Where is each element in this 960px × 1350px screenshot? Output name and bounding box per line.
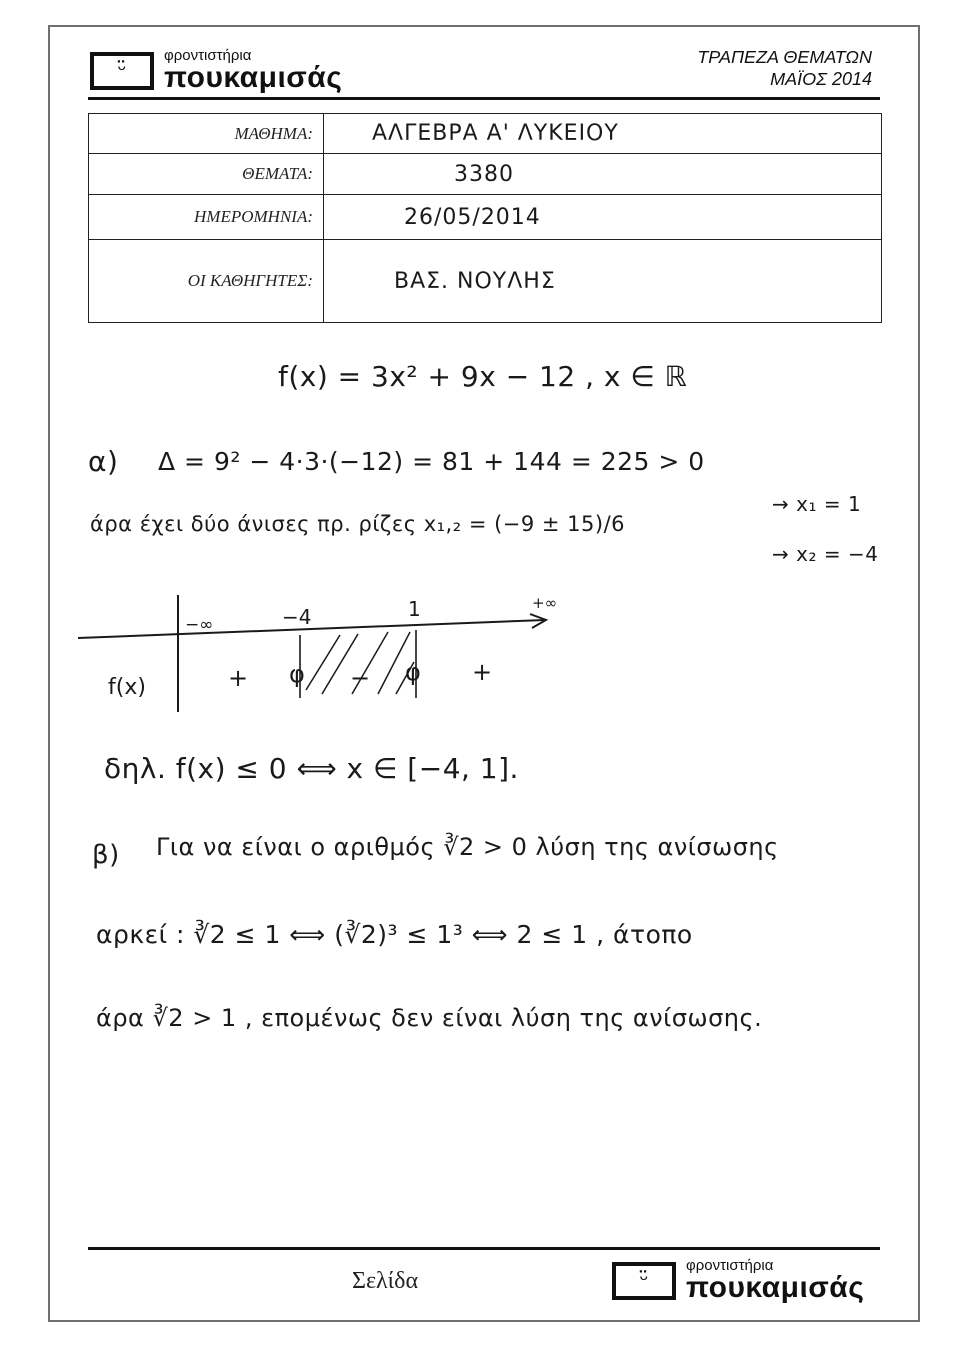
info-value: ΒΑΣ. ΝΟΥΛΗΣ	[324, 240, 882, 323]
info-value: 26/05/2014	[324, 195, 882, 240]
info-label: ΜΑΘΗΜΑ:	[89, 114, 324, 154]
roots-line: άρα έχει δύο άνισες πρ. ρίζες x₁,₂ = (−9 ± 15)/6	[90, 512, 626, 536]
info-label: ΗΜΕΡΟΜΗΝΙΑ:	[89, 195, 324, 240]
part-b-label: β)	[92, 840, 120, 870]
logo-smiley-icon: ᵕ̈	[612, 1262, 676, 1300]
part-b-line3: άρα ∛2 > 1 , επομένως δεν είναι λύση της ανίσωσης.	[96, 1004, 763, 1032]
sign-point-x1: 1	[408, 597, 421, 621]
sign-point-plus-inf: +∞	[532, 594, 558, 612]
part-a-label: α)	[88, 445, 119, 478]
info-label: ΘΕΜΑΤΑ:	[89, 154, 324, 195]
header-rule	[88, 97, 880, 100]
sign-positive-left: +	[228, 664, 249, 692]
info-row-topic	[89, 154, 882, 195]
sign-table-axis	[78, 620, 545, 638]
sign-row-label: f(x)	[108, 675, 146, 700]
logo-smiley-icon: ᵕ̈	[90, 52, 154, 90]
info-label: ΟΙ ΚΑΘΗΓΗΤΕΣ:	[89, 240, 324, 323]
function-definition: f(x) = 3x² + 9x − 12 , x ∈ ℝ	[278, 360, 688, 393]
footer-logo-big: πουκαμισάς	[686, 1271, 865, 1304]
zero-mark-x2: φ	[289, 660, 305, 688]
header-title-line2: ΜΑΪΟΣ 2014	[770, 69, 872, 89]
header-title-line1: ΤΡΑΠΕΖΑ ΘΕΜΑΤΩΝ	[697, 47, 872, 67]
part-b-line2: αρκεί : ∛2 ≤ 1 ⟺ (∛2)³ ≤ 1³ ⟺ 2 ≤ 1 , άτοπο	[96, 920, 693, 949]
root-1: → x₁ = 1	[772, 492, 862, 516]
sign-point-minus-inf: −∞	[185, 615, 214, 635]
footer-rule	[88, 1247, 880, 1250]
sign-negative-middle: −	[350, 664, 371, 692]
header-logo-small: φροντιστήρια	[164, 47, 252, 64]
discriminant-line: Δ = 9² − 4·3·(−12) = 81 + 144 = 225 > 0	[158, 447, 705, 476]
info-row-subject	[89, 114, 882, 154]
info-row-date	[89, 195, 882, 240]
footer-logo-small: φροντιστήρια	[686, 1257, 774, 1274]
info-value: ΑΛΓΕΒΡΑ Α' ΛΥΚΕΙΟΥ	[324, 114, 882, 154]
sign-positive-right: +	[472, 658, 493, 686]
info-value: 3380	[324, 154, 882, 195]
sign-point-x2: −4	[282, 605, 312, 629]
header-logo-big: πουκαμισάς	[164, 61, 343, 94]
sign-table	[60, 590, 560, 720]
part-b-line1: Για να είναι ο αριθμός ∛2 > 0 λύση της ανίσωσης	[156, 833, 779, 861]
root-2: → x₂ = −4	[772, 542, 879, 566]
info-row-teachers	[89, 240, 882, 323]
header-logo	[90, 48, 342, 93]
part-a-conclusion: δηλ. f(x) ≤ 0 ⟺ x ∈ [−4, 1].	[104, 752, 519, 785]
info-table	[88, 113, 882, 323]
header-title	[697, 46, 872, 90]
zero-mark-x1: φ	[405, 658, 421, 686]
footer-logo	[612, 1258, 864, 1303]
footer-page-label: Σελίδα	[352, 1268, 419, 1294]
